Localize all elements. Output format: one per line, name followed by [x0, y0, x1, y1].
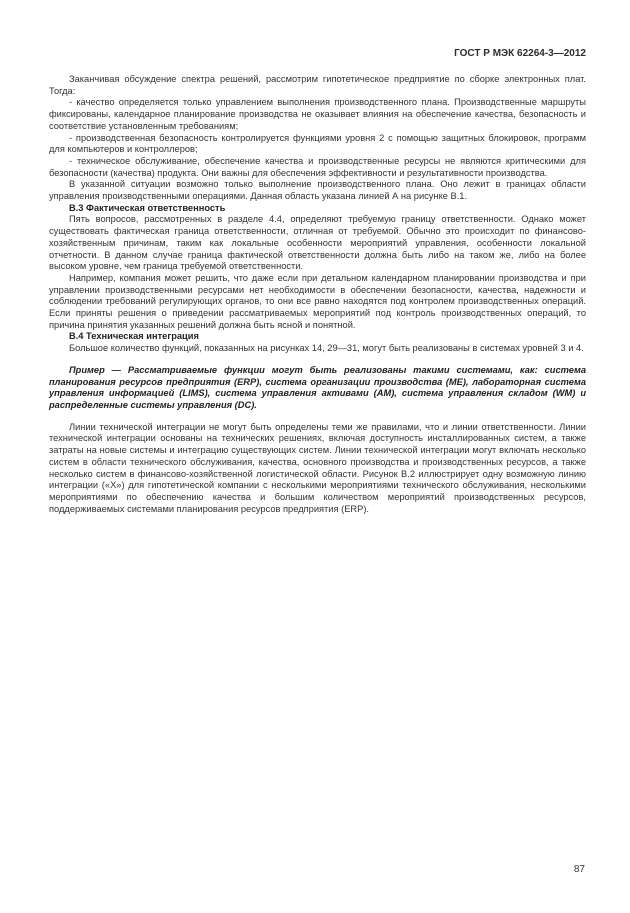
section-heading-b3: В.3 Фактическая ответственность [69, 202, 226, 213]
list-item-safety: - производственная безопасность контролируется функциями уровня 2 с помощью защитных блокировок, программ для компьютеров и контроллеров; [49, 132, 586, 155]
paragraph-intro: Заканчивая обсуждение спектра решений, рассмотрим гипотетическое предприятие по сборке электронных плат. Тогда: [49, 74, 586, 96]
paragraph-integration-lines: Линии технической интеграции не могут быть определены теми же правилами, что и линии ответственности. Линии технической интеграции основаны на технических решениях, включая доступность инсталлированных систем, а также затраты на новые системы и интеграцию существующих систем. Линии технической интеграции могут включать несколько систем в области технического обслуживания, качества, основного производства и производственных ресурсов, а также несколько систем в финансово-хозяйственной логистической области. Рисунок В.2 иллюстрирует одну возможную линию интеграции («Х») для гипотетической компании с несколькими мероприятиями технического обслуживания, несколькими мероприятиями по обеспечению качества и большим количеством мероприятий производственных ресурсов, поддерживаемых системами планирования ресурсов предприятия (ERP). [49, 421, 586, 514]
document-header-title: ГОСТ Р МЭК 62264-3—2012 [454, 48, 586, 59]
paragraph-five-questions: Пять вопросов, рассмотренных в разделе 4.4, определяют требуемую границу ответственности. Однако может существовать фактическая граница ответственности, отличная от требуемой. Обычно это происходит по финансово-хозяйственным причинам, таким как локальные особенности мероприятий управления, особенности локальной отчетности. В данном случае граница фактической ответственности должна быть либо на таком же, либо на более высоком уровне, чем граница требуемой ответственности. [49, 214, 586, 272]
example-paragraph: Пример — Рассматриваемые функции могут быть реализованы такими системами, как: система планирования ресурсов предприятия (ERP), система организации производства (ME), лабораторная система управления информацией (LIMS), система управления активами (AM), система управления складом (WM) и распределенные системы управления (DC). [49, 364, 586, 410]
list-item-maintenance: - техническое обслуживание, обеспечение качества и производственные ресурсы не являются критическими для безопасности (качества) продукта. Они важны для обеспечения эффективности и результативности производства. [49, 155, 586, 178]
page-number: 87 [573, 864, 585, 875]
list-item-quality: - качество определяется только управлением выполнения производственного плана. Производственные маршруты фиксированы, календарное планирование производства не оказывает влияния на обеспечение качества, безопасность и соответствие установленным требованиям; [49, 97, 586, 131]
document-content [49, 74, 586, 515]
paragraph-situation: В указанной ситуации возможно только выполнение производственного плана. Оно лежит в границах области управления производственными операциями. Данная область указана линией А на рисунке В.1. [49, 179, 586, 202]
paragraph-company-decision: Например, компания может решить, что даже если при детальном календарном планировании производства и при управлении производственными ресурсами нет необходимости в обеспечении безопасности, качества, надежности и соблюдении требований регулирующих органов, то они все равно находятся под контролем производственных операций. Если приняты решения о приведении рассматриваемых мероприятий под контроль производственных операций, то причина принятия указанных решений должна быть ясной и понятной. [49, 272, 586, 330]
paragraph-functions: Большое количество функций, показанных на рисунках 14, 29—31, могут быть реализованы в системах уровней 3 и 4. [69, 343, 584, 354]
section-heading-b4: В.4 Техническая интеграция [69, 331, 199, 342]
